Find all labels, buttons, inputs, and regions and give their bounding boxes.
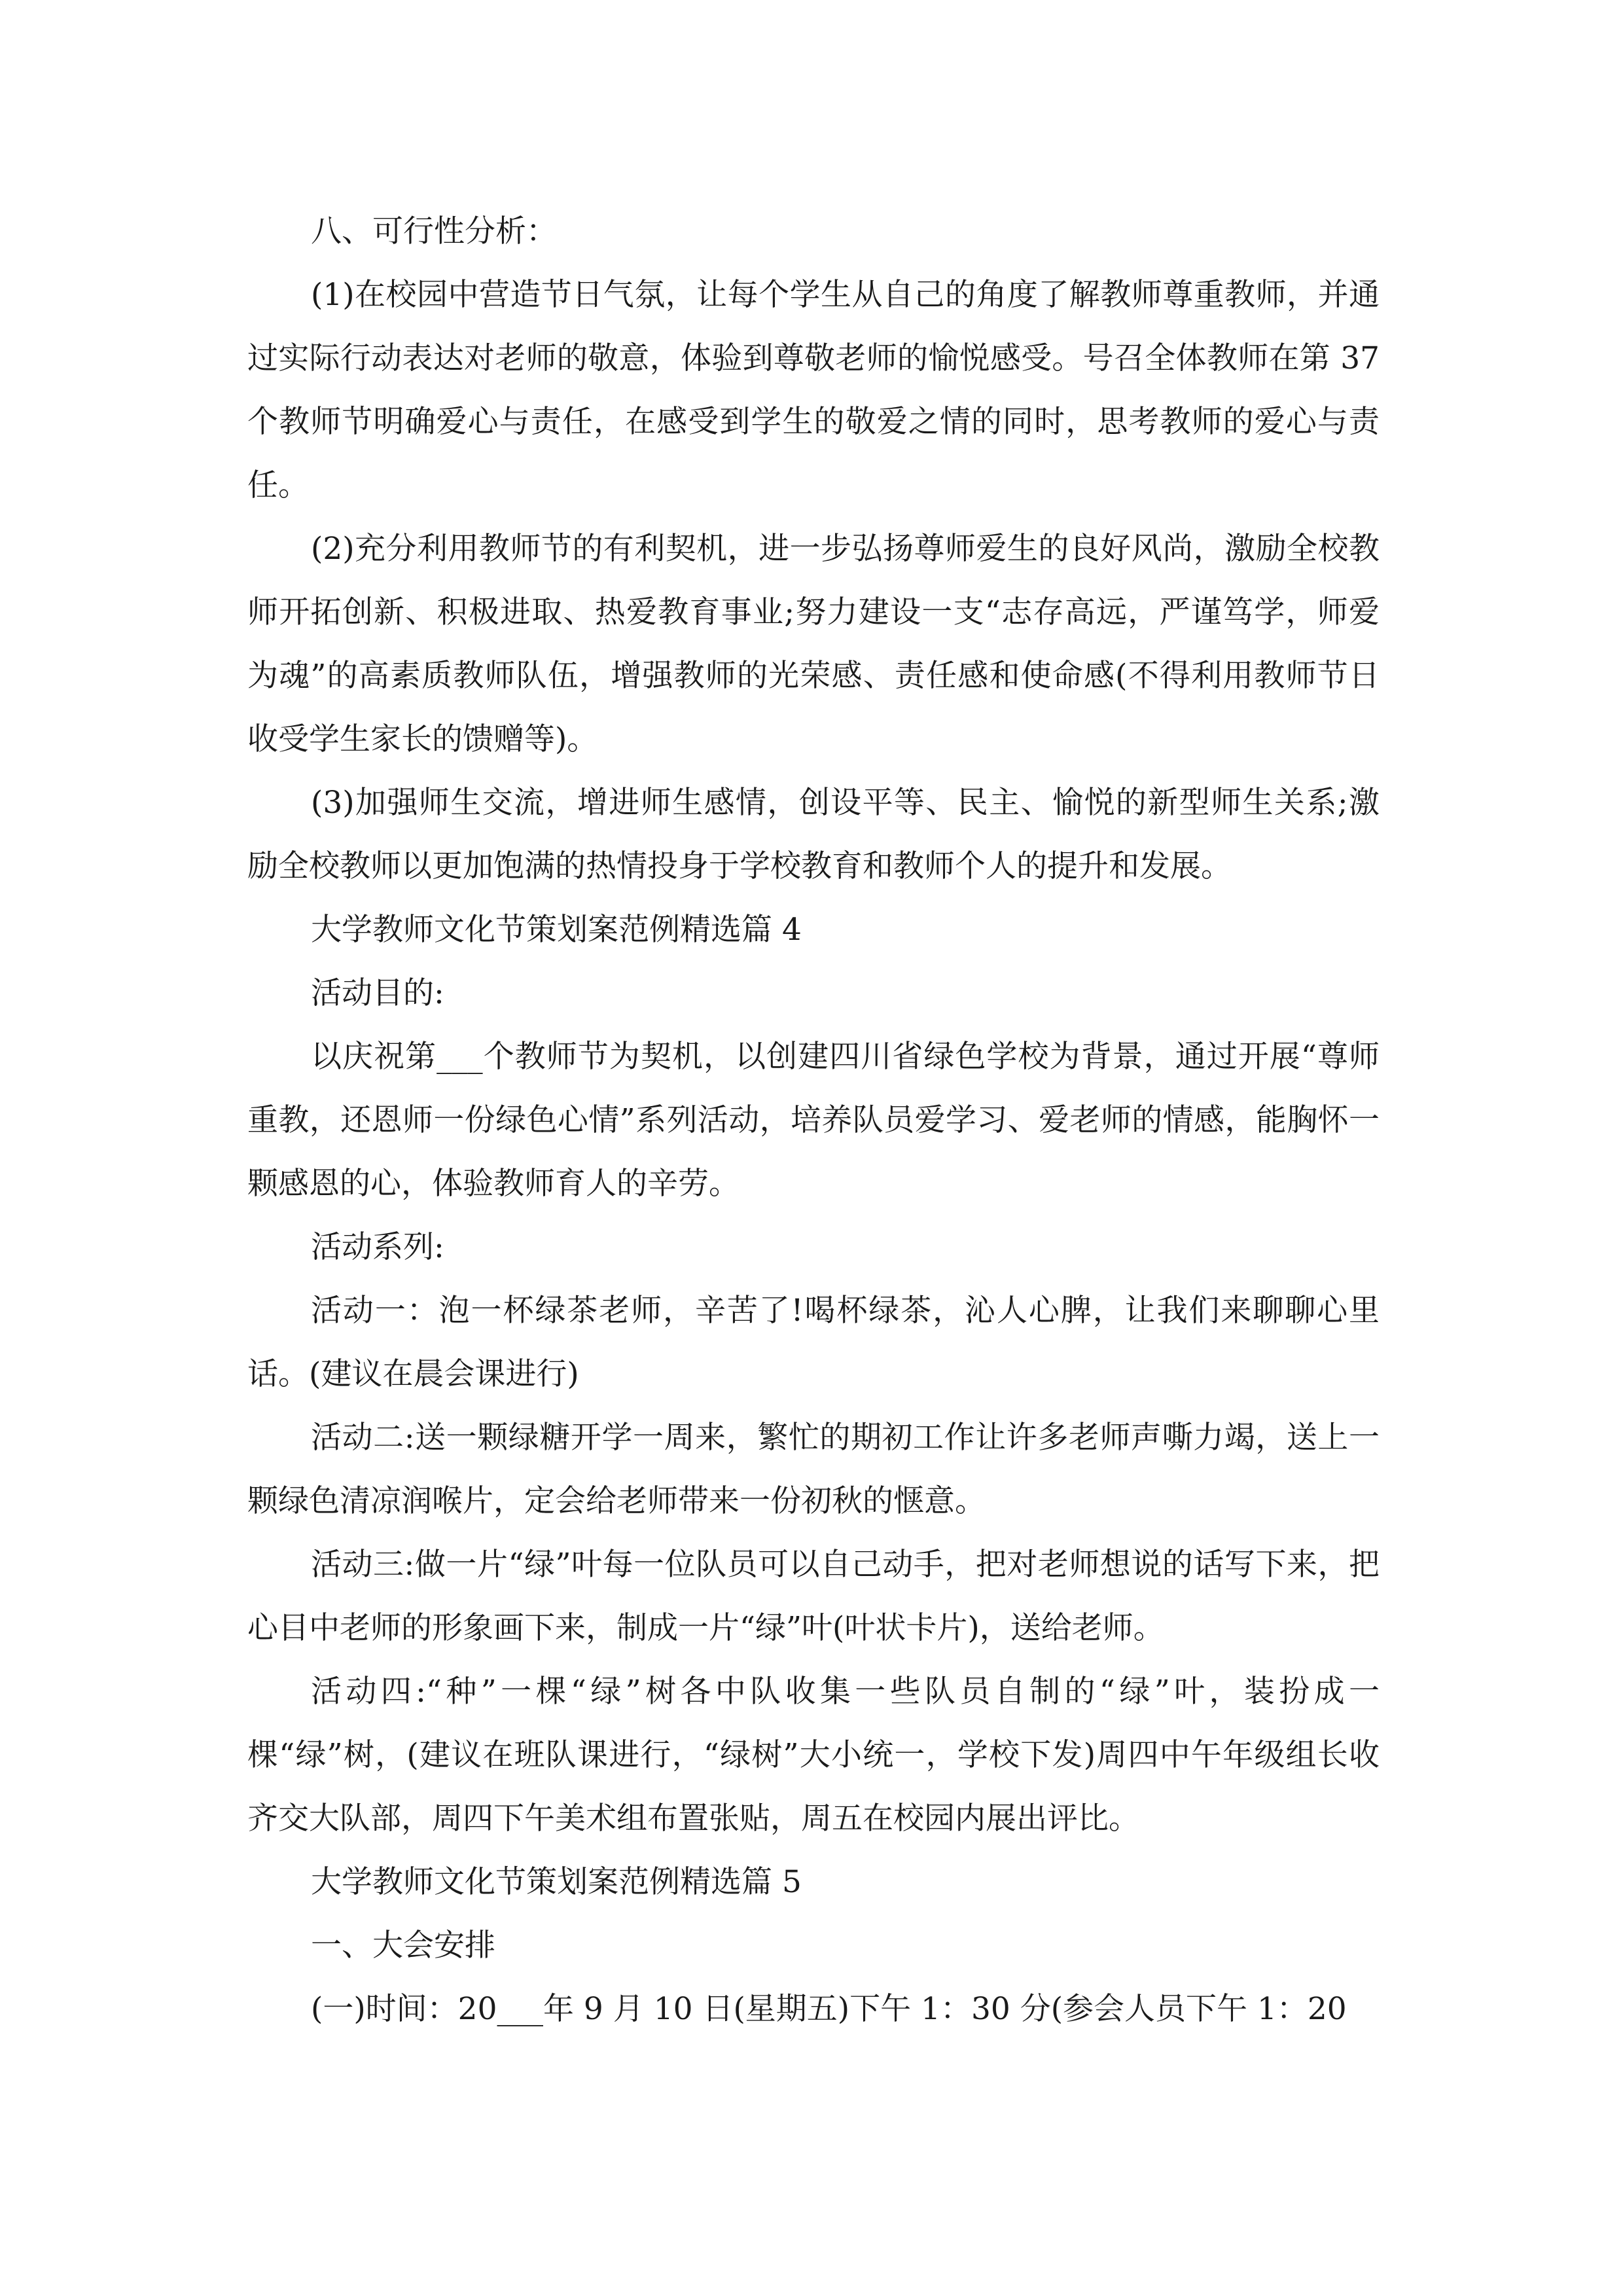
paragraph-point-1: (1)在校园中营造节日气氛，让每个学生从自己的角度了解教师尊重教师，并通过实际行动表达对老师的敬意，体验到尊敬老师的愉悦感受。号召全体教师在第 37 个教师节明确爱心与责任，在感受到学生的敬爱之情的同时，思考教师的爱心与责任。: [247, 277, 1389, 503]
paragraph-activity-3: 活动三:做一片“绿”叶每一位队员可以自己动手，把对老师想说的话写下来，把心目中老师的形象画下来，制成一片“绿”叶(叶状卡片)，送给老师。: [247, 1547, 1380, 1646]
paragraph-activity-purpose: 以庆祝第___个教师节为契机，以创建四川省绿色学校为背景，通过开展“尊师重教，还恩师一份绿色心情”系列活动，培养队员爱学习、爱老师的情感，能胸怀一颗感恩的心，体验教师育人的辛劳。: [247, 1039, 1380, 1202]
paragraph-activity-1: 活动一：泡一杯绿茶老师，辛苦了!喝杯绿茶，沁人心脾，让我们来聊聊心里话。(建议在晨会课进行): [247, 1293, 1380, 1392]
paragraph-activity-2: 活动二:送一颗绿糖开学一周来，繁忙的期初工作让许多老师声嘶力竭，送上一颗绿色清凉润喉片，定会给老师带来一份初秋的惬意。: [247, 1420, 1380, 1519]
heading-activity-purpose: 活动目的:: [311, 975, 444, 1011]
paragraph-point-2: (2)充分利用教师节的有利契机，进一步弘扬尊师爱生的良好风尚，激励全校教师开拓创新、积极进取、热爱教育事业;努力建设一支“志存高远，严谨笃学，师爱为魂”的高素质教师队伍，增强教师的光荣感、责任感和使命感(不得利用教师节日收受学生家长的馈赠等)。: [247, 531, 1380, 757]
heading-meeting-arrangement: 一、大会安排: [311, 1928, 495, 1964]
article-title-5: 大学教师文化节策划案范例精选篇 5: [311, 1864, 802, 1900]
paragraph-activity-4: 活动四:“种”一棵“绿”树各中队收集一些队员自制的“绿”叶，装扮成一棵“绿”树，(建议在班队课进行，“绿树”大小统一，学校下发)周四中午年级组长收齐交大队部，周四下午美术组布置张贴，周五在校园内展出评比。: [247, 1674, 1380, 1837]
paragraph-meeting-time: (一)时间：20___年 9 月 10 日(星期五)下午 1：30 分(参会人员下午 1：20: [311, 1991, 1347, 2027]
section-heading-feasibility: 八、可行性分析：: [311, 213, 557, 249]
paragraph-point-3: (3)加强师生交流，增进师生感情，创设平等、民主、愉悦的新型师生关系;激励全校教师以更加饱满的热情投身于学校教育和教师个人的提升和发展。: [247, 785, 1380, 884]
heading-activity-series: 活动系列:: [311, 1229, 444, 1265]
article-title-4: 大学教师文化节策划案范例精选篇 4: [311, 912, 802, 948]
document-body: [247, 200, 1389, 2041]
